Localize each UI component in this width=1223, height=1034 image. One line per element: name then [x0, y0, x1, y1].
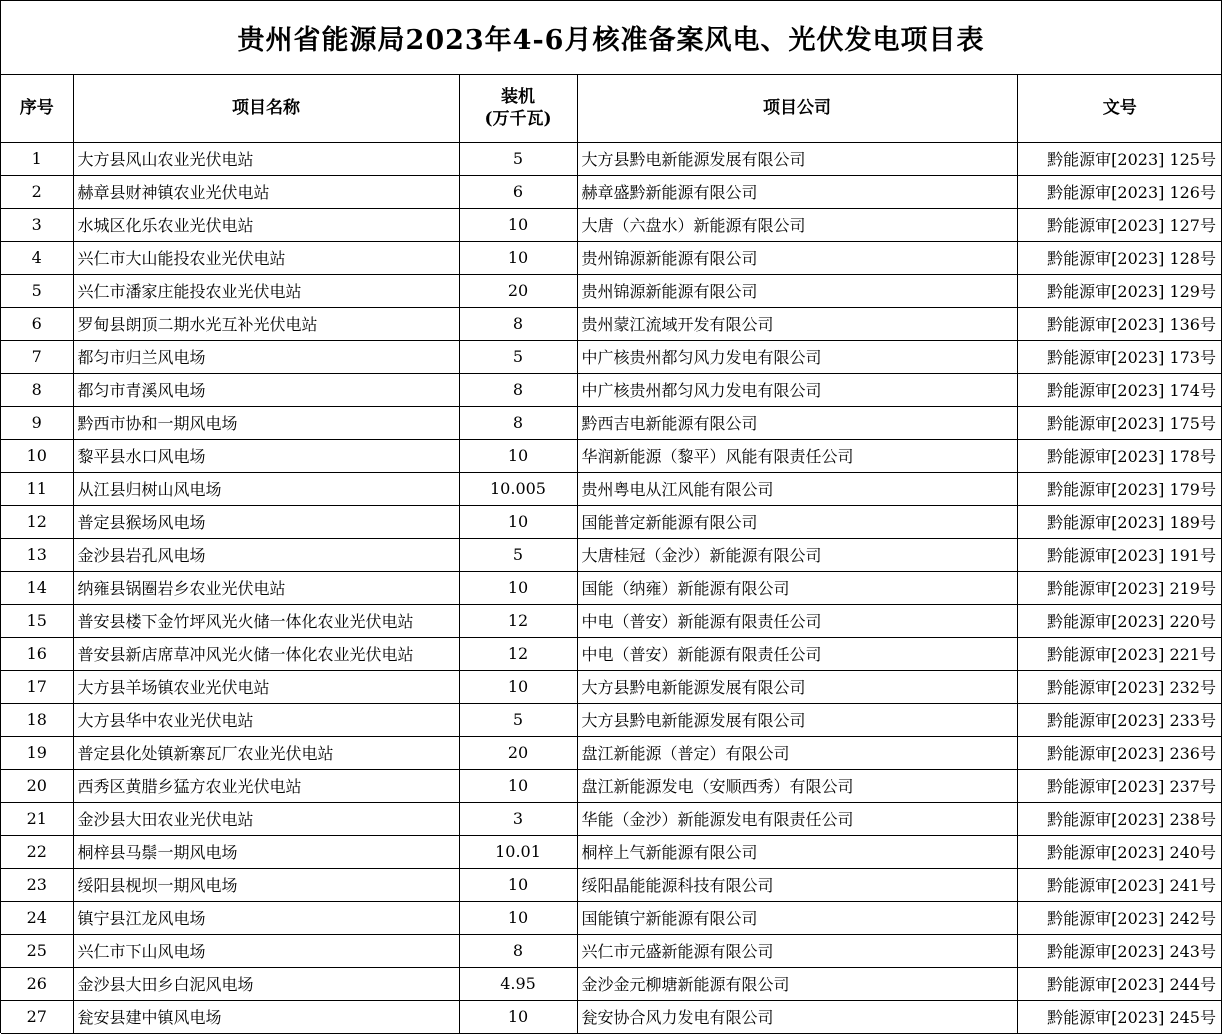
cell-index: 26	[1, 967, 73, 1000]
cell-capacity: 20	[459, 274, 577, 307]
cell-project-name: 从江县归树山风电场	[73, 472, 459, 505]
cell-index: 11	[1, 472, 73, 505]
table-row	[1, 604, 1222, 637]
cell-index: 4	[1, 241, 73, 274]
cell-doc-number: 黔能源审[2023] 191号	[1017, 538, 1222, 571]
cell-capacity: 10	[459, 208, 577, 241]
header-doc: 文号	[1017, 75, 1222, 142]
cell-index: 25	[1, 934, 73, 967]
cell-capacity: 20	[459, 736, 577, 769]
cell-doc-number: 黔能源审[2023] 237号	[1017, 769, 1222, 802]
cell-capacity: 6	[459, 175, 577, 208]
table-title: 贵州省能源局2023年4-6月核准备案风电、光伏发电项目表	[1, 1, 1221, 75]
cell-doc-number: 黔能源审[2023] 174号	[1017, 373, 1222, 406]
cell-company: 盘江新能源发电（安顺西秀）有限公司	[577, 769, 1017, 802]
cell-project-name: 普安县新店席草冲风光火储一体化农业光伏电站	[73, 637, 459, 670]
table-row	[1, 571, 1222, 604]
header-company: 项目公司	[577, 75, 1017, 142]
cell-doc-number: 黔能源审[2023] 179号	[1017, 472, 1222, 505]
cell-capacity: 10	[459, 901, 577, 934]
cell-project-name: 金沙县大田乡白泥风电场	[73, 967, 459, 1000]
cell-capacity: 10	[459, 769, 577, 802]
cell-project-name: 金沙县岩孔风电场	[73, 538, 459, 571]
cell-company: 贵州蒙江流域开发有限公司	[577, 307, 1017, 340]
cell-project-name: 大方县华中农业光伏电站	[73, 703, 459, 736]
table-row	[1, 835, 1222, 868]
cell-capacity: 4.95	[459, 967, 577, 1000]
header-capacity-line1: 装机	[501, 87, 535, 108]
cell-doc-number: 黔能源审[2023] 233号	[1017, 703, 1222, 736]
cell-company: 兴仁市元盛新能源有限公司	[577, 934, 1017, 967]
cell-company: 绥阳晶能能源科技有限公司	[577, 868, 1017, 901]
cell-index: 19	[1, 736, 73, 769]
cell-capacity: 10	[459, 1000, 577, 1033]
cell-index: 12	[1, 505, 73, 538]
cell-doc-number: 黔能源审[2023] 241号	[1017, 868, 1222, 901]
cell-company: 赫章盛黔新能源有限公司	[577, 175, 1017, 208]
cell-project-name: 绥阳县枧坝一期风电场	[73, 868, 459, 901]
cell-capacity: 10.01	[459, 835, 577, 868]
table-row	[1, 769, 1222, 802]
cell-doc-number: 黔能源审[2023] 240号	[1017, 835, 1222, 868]
cell-capacity: 8	[459, 307, 577, 340]
cell-company: 大方县黔电新能源发展有限公司	[577, 670, 1017, 703]
cell-capacity: 10	[459, 670, 577, 703]
cell-capacity: 5	[459, 340, 577, 373]
cell-doc-number: 黔能源审[2023] 221号	[1017, 637, 1222, 670]
cell-company: 瓮安协合风力发电有限公司	[577, 1000, 1017, 1033]
cell-index: 14	[1, 571, 73, 604]
cell-capacity: 8	[459, 373, 577, 406]
cell-index: 15	[1, 604, 73, 637]
table-row	[1, 307, 1222, 340]
cell-doc-number: 黔能源审[2023] 244号	[1017, 967, 1222, 1000]
cell-index: 27	[1, 1000, 73, 1033]
table-row	[1, 934, 1222, 967]
header-row	[1, 75, 1222, 142]
cell-doc-number: 黔能源审[2023] 220号	[1017, 604, 1222, 637]
cell-index: 13	[1, 538, 73, 571]
cell-project-name: 普安县楼下金竹坪风光火储一体化农业光伏电站	[73, 604, 459, 637]
table-row	[1, 340, 1222, 373]
cell-company: 贵州锦源新能源有限公司	[577, 274, 1017, 307]
cell-index: 3	[1, 208, 73, 241]
table-row	[1, 505, 1222, 538]
table-row	[1, 703, 1222, 736]
cell-project-name: 赫章县财神镇农业光伏电站	[73, 175, 459, 208]
table-row	[1, 373, 1222, 406]
table-row	[1, 1000, 1222, 1033]
table-row	[1, 637, 1222, 670]
cell-doc-number: 黔能源审[2023] 175号	[1017, 406, 1222, 439]
cell-doc-number: 黔能源审[2023] 178号	[1017, 439, 1222, 472]
cell-doc-number: 黔能源审[2023] 128号	[1017, 241, 1222, 274]
cell-project-name: 兴仁市下山风电场	[73, 934, 459, 967]
cell-doc-number: 黔能源审[2023] 125号	[1017, 142, 1222, 175]
cell-company: 金沙金元柳塘新能源有限公司	[577, 967, 1017, 1000]
cell-capacity: 8	[459, 934, 577, 967]
cell-doc-number: 黔能源审[2023] 236号	[1017, 736, 1222, 769]
cell-index: 6	[1, 307, 73, 340]
cell-company: 华润新能源（黎平）风能有限责任公司	[577, 439, 1017, 472]
cell-project-name: 都匀市归兰风电场	[73, 340, 459, 373]
header-name: 项目名称	[73, 75, 459, 142]
cell-company: 黔西吉电新能源有限公司	[577, 406, 1017, 439]
cell-index: 23	[1, 868, 73, 901]
table-row	[1, 406, 1222, 439]
cell-index: 22	[1, 835, 73, 868]
cell-project-name: 黎平县水口风电场	[73, 439, 459, 472]
table-row	[1, 472, 1222, 505]
cell-doc-number: 黔能源审[2023] 245号	[1017, 1000, 1222, 1033]
cell-doc-number: 黔能源审[2023] 189号	[1017, 505, 1222, 538]
cell-company: 国能普定新能源有限公司	[577, 505, 1017, 538]
cell-company: 中广核贵州都匀风力发电有限公司	[577, 340, 1017, 373]
cell-index: 9	[1, 406, 73, 439]
cell-company: 大唐桂冠（金沙）新能源有限公司	[577, 538, 1017, 571]
cell-doc-number: 黔能源审[2023] 219号	[1017, 571, 1222, 604]
cell-company: 贵州粤电从江风能有限公司	[577, 472, 1017, 505]
cell-project-name: 兴仁市大山能投农业光伏电站	[73, 241, 459, 274]
cell-doc-number: 黔能源审[2023] 238号	[1017, 802, 1222, 835]
table-row	[1, 208, 1222, 241]
table-row	[1, 670, 1222, 703]
cell-company: 大唐（六盘水）新能源有限公司	[577, 208, 1017, 241]
table-row	[1, 901, 1222, 934]
cell-project-name: 桐梓县马鬃一期风电场	[73, 835, 459, 868]
cell-index: 5	[1, 274, 73, 307]
cell-project-name: 普定县化处镇新寨瓦厂农业光伏电站	[73, 736, 459, 769]
cell-doc-number: 黔能源审[2023] 136号	[1017, 307, 1222, 340]
cell-project-name: 罗甸县朗顶二期水光互补光伏电站	[73, 307, 459, 340]
cell-project-name: 大方县风山农业光伏电站	[73, 142, 459, 175]
cell-company: 国能（纳雍）新能源有限公司	[577, 571, 1017, 604]
cell-index: 7	[1, 340, 73, 373]
table-row	[1, 175, 1222, 208]
table-row	[1, 241, 1222, 274]
header-index: 序号	[1, 75, 73, 142]
cell-index: 20	[1, 769, 73, 802]
cell-company: 中电（普安）新能源有限责任公司	[577, 604, 1017, 637]
cell-company: 国能镇宁新能源有限公司	[577, 901, 1017, 934]
cell-capacity: 5	[459, 142, 577, 175]
cell-doc-number: 黔能源审[2023] 129号	[1017, 274, 1222, 307]
cell-doc-number: 黔能源审[2023] 242号	[1017, 901, 1222, 934]
cell-index: 1	[1, 142, 73, 175]
cell-company: 华能（金沙）新能源发电有限责任公司	[577, 802, 1017, 835]
cell-company: 大方县黔电新能源发展有限公司	[577, 142, 1017, 175]
cell-capacity: 5	[459, 703, 577, 736]
cell-doc-number: 黔能源审[2023] 173号	[1017, 340, 1222, 373]
cell-project-name: 金沙县大田农业光伏电站	[73, 802, 459, 835]
cell-index: 8	[1, 373, 73, 406]
table-row	[1, 802, 1222, 835]
table-row	[1, 142, 1222, 175]
cell-capacity: 8	[459, 406, 577, 439]
table-row	[1, 274, 1222, 307]
cell-capacity: 5	[459, 538, 577, 571]
cell-index: 10	[1, 439, 73, 472]
cell-doc-number: 黔能源审[2023] 232号	[1017, 670, 1222, 703]
cell-capacity: 12	[459, 604, 577, 637]
cell-project-name: 兴仁市潘家庄能投农业光伏电站	[73, 274, 459, 307]
cell-index: 21	[1, 802, 73, 835]
cell-project-name: 纳雍县锅圈岩乡农业光伏电站	[73, 571, 459, 604]
cell-capacity: 3	[459, 802, 577, 835]
cell-company: 贵州锦源新能源有限公司	[577, 241, 1017, 274]
table-row	[1, 868, 1222, 901]
cell-capacity: 10	[459, 505, 577, 538]
cell-capacity: 10	[459, 571, 577, 604]
header-capacity-line2: (万千瓦)	[484, 109, 552, 130]
cell-project-name: 瓮安县建中镇风电场	[73, 1000, 459, 1033]
cell-company: 盘江新能源（普定）有限公司	[577, 736, 1017, 769]
cell-index: 17	[1, 670, 73, 703]
header-capacity	[459, 75, 577, 142]
table-row	[1, 538, 1222, 571]
cell-project-name: 都匀市青溪风电场	[73, 373, 459, 406]
cell-capacity: 10	[459, 241, 577, 274]
cell-index: 2	[1, 175, 73, 208]
table-row	[1, 967, 1222, 1000]
cell-project-name: 西秀区黄腊乡猛方农业光伏电站	[73, 769, 459, 802]
cell-capacity: 10	[459, 868, 577, 901]
table-body	[1, 142, 1222, 1033]
cell-index: 18	[1, 703, 73, 736]
cell-project-name: 镇宁县江龙风电场	[73, 901, 459, 934]
cell-company: 中电（普安）新能源有限责任公司	[577, 637, 1017, 670]
cell-project-name: 普定县猴场风电场	[73, 505, 459, 538]
table-row	[1, 736, 1222, 769]
cell-doc-number: 黔能源审[2023] 126号	[1017, 175, 1222, 208]
cell-project-name: 黔西市协和一期风电场	[73, 406, 459, 439]
project-table	[1, 75, 1222, 1034]
cell-capacity: 12	[459, 637, 577, 670]
cell-doc-number: 黔能源审[2023] 243号	[1017, 934, 1222, 967]
cell-company: 桐梓上气新能源有限公司	[577, 835, 1017, 868]
cell-capacity: 10	[459, 439, 577, 472]
cell-index: 24	[1, 901, 73, 934]
cell-index: 16	[1, 637, 73, 670]
cell-capacity: 10.005	[459, 472, 577, 505]
cell-company: 大方县黔电新能源发展有限公司	[577, 703, 1017, 736]
cell-doc-number: 黔能源审[2023] 127号	[1017, 208, 1222, 241]
table-row	[1, 439, 1222, 472]
cell-company: 中广核贵州都匀风力发电有限公司	[577, 373, 1017, 406]
cell-project-name: 水城区化乐农业光伏电站	[73, 208, 459, 241]
cell-project-name: 大方县羊场镇农业光伏电站	[73, 670, 459, 703]
